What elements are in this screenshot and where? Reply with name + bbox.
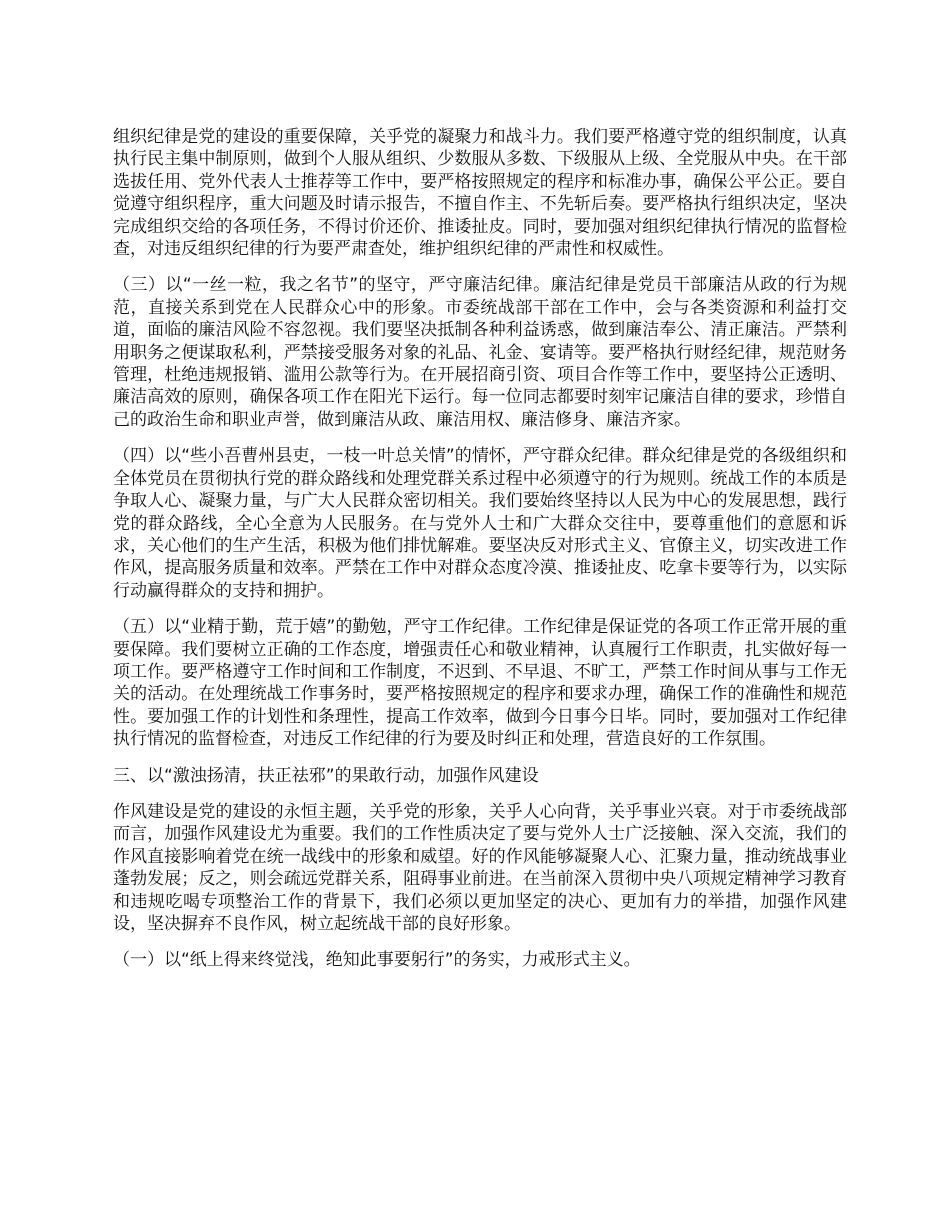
section-heading-work-style: 三、以“激浊扬清，扶正祛邪”的果敢行动，加强作风建设 (113, 765, 539, 786)
paragraph-integrity-discipline: （三）以“一丝一粒，我之名节”的坚守，严守廉洁纪律。廉洁纪律是党员干部廉洁从政的行为规范，直接关系到党在人民群众心中的形象。市委统战部干部在工作中，会与各类资源和利益打交道，面临的廉洁风险不容忽视。我们要坚决抵制各种利益诱惑，做到廉洁奉公、清正廉洁。严禁利用职务之便谋取私利，严禁接受服务对象的礼品、礼金、宴请等。要严格执行财经纪律，规范财务管理，杜绝违规报销、滥用公款等行为。在开展招商引资、项目合作等工作中，要坚持公正透明、廉洁高效的原则，确保各项工作在阳光下运行。每一位同志都要时刻牢记廉洁自律的要求，珍惜自己的政治生命和职业声誉，做到廉洁从政、廉洁用权、廉洁修身、廉洁齐家。 (113, 275, 847, 430)
document-body (113, 126, 847, 986)
paragraph-organization-discipline: 组织纪律是党的建设的重要保障，关乎党的凝聚力和战斗力。我们要严格遵守党的组织制度，认真执行民主集中制原则，做到个人服从组织、少数服从多数、下级服从上级、全党服从中央。在干部选拔任用、党外代表人士推荐等工作中，要严格按照规定的程序和标准办事，确保公平公正。要自觉遵守组织程序，重大问题及时请示报告，不擅自作主、不先斩后奏。要严格执行组织决定，坚决完成组织交给的各项任务，不得讨价还价、推诿扯皮。同时，要加强对组织纪律执行情况的监督检查，对违反组织纪律的行为要严肃查处，维护组织纪律的严肃性和权威性。 (113, 127, 847, 260)
paragraph-mass-discipline: （四）以“些小吾曹州县吏，一枝一叶总关情”的情怀，严守群众纪律。群众纪律是党的各级组织和全体党员在贯彻执行党的群众路线和处理党群关系过程中必须遵守的行为规则。统战工作的本质是争取人心、凝聚力量，与广大人民群众密切相关。我们要始终坚持以人民为中心的发展思想，践行党的群众路线，全心全意为人民服务。在与党外人士和广大群众交往中，要尊重他们的意愿和诉求，关心他们的生产生活，积极为他们排忧解难。要坚决反对形式主义、官僚主义，切实改进工作作风，提高服务质量和效率。严禁在工作中对群众态度冷漠、推诿扯皮、吃拿卡要等行为，以实际行动赢得群众的支持和拥护。 (113, 446, 847, 601)
paragraph-work-style: 作风建设是党的建设的永恒主题，关乎党的形象，关乎人心向背，关乎事业兴衰。对于市委统战部而言，加强作风建设尤为重要。我们的工作性质决定了要与党外人士广泛接触、深入交流，我们的作风直接影响着党在统一战线中的形象和威望。好的作风能够凝聚人心、汇聚力量，推动统战事业蓬勃发展；反之，则会疏远党群关系，阻碍事业前进。在当前深入贯彻中央八项规定精神学习教育和违规吃喝专项整治工作的背景下，我们必须以更加坚定的决心、更加有力的举措，加强作风建设，坚决摒弃不良作风，树立起统战干部的良好形象。 (113, 801, 847, 934)
paragraph-work-discipline: （五）以“业精于勤，荒于嬉”的勤勉，严守工作纪律。工作纪律是保证党的各项工作正常开展的重要保障。我们要树立正确的工作态度，增强责任心和敬业精神，认真履行工作职责，扎实做好每一项工作。要严格遵守工作时间和工作制度，不迟到、不早退、不旷工，严禁工作时间从事与工作无关的活动。在处理统战工作事务时，要严格按照规定的程序和要求办理，确保工作的准确性和规范性。要加强工作的计划性和条理性，提高工作效率，做到今日事今日毕。同时，要加强对工作纪律执行情况的监督检查，对违反工作纪律的行为要及时纠正和处理，营造良好的工作氛围。 (113, 617, 847, 750)
paragraph-anti-formalism: （一）以“纸上得来终觉浅，绝知此事要躬行”的务实，力戒形式主义。 (113, 950, 641, 971)
